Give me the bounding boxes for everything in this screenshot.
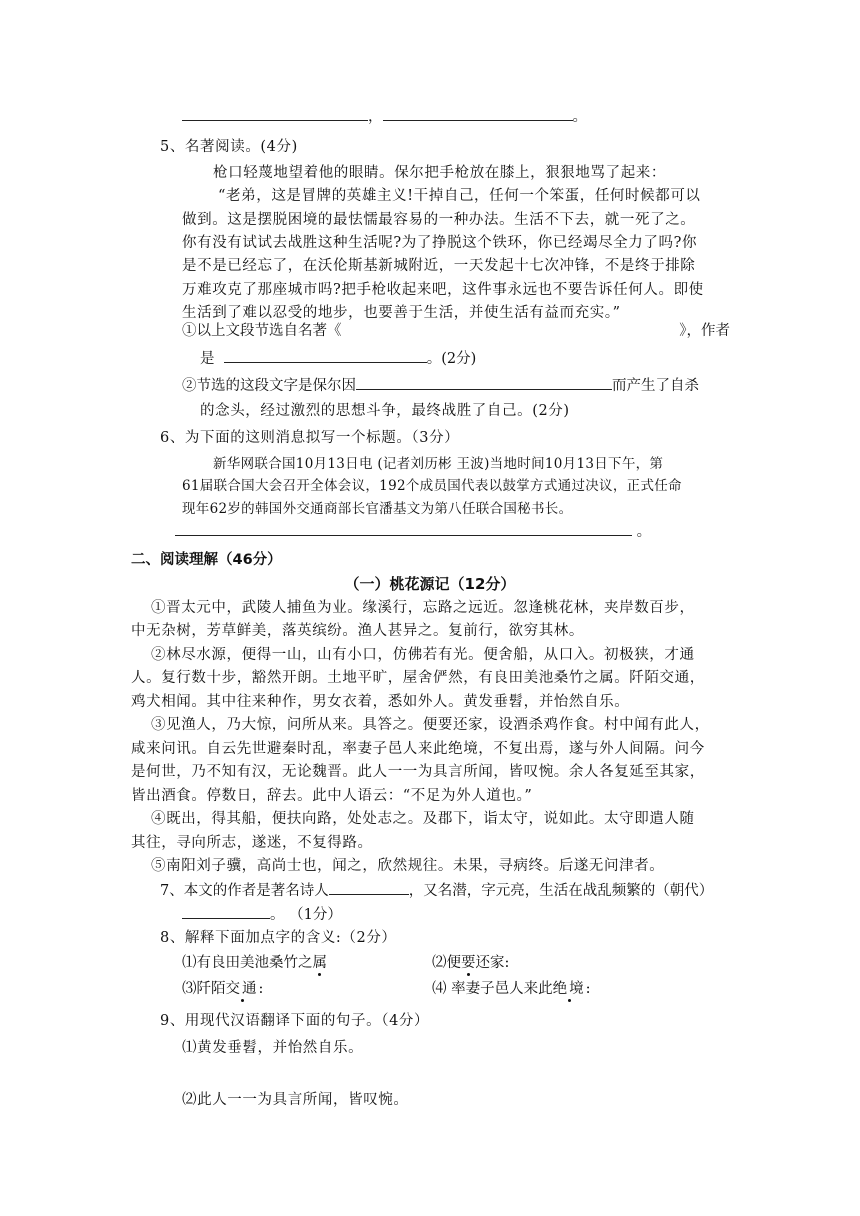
q8-item-1: ⑴有良田美池桑竹之属 <box>182 955 327 971</box>
passage-line: 人。复行数十步，豁然开朗。土地平旷，屋舍俨然，有良田美池桑竹之属。阡陌交通， <box>131 670 705 686</box>
q6-news-line: 新华网联合国10月13日电 (记者刘历彬 王波)当地时间10月13日下午，第 <box>213 456 664 472</box>
q6-heading: 6、为下面的这则消息拟写一个标题。（3分） <box>160 430 460 446</box>
q5-para2-line: “老弟，这是冒牌的英雄主义!干掉自己，任何一个笨蛋，任何时候都可以 <box>218 188 701 204</box>
q5-para2-line: 做到。这是摆脱困境的最怯懦最容易的一种办法。生活不下去，就一死了之。 <box>182 212 696 228</box>
q5-sub1-line2: 是 。(2分) <box>200 348 476 369</box>
passage-line: 鸡犬相闻。其中往来种作，男女衣着，悉如外人。黄发垂髫，并怡然自乐。 <box>131 694 630 710</box>
passage-line: ③见渔人，乃大惊，问所从来。具答之。便要还家，设酒杀鸡作食。村中闻有此人， <box>151 717 710 733</box>
q9-sentence-1: ⑴黄发垂髫，并怡然自乐。 <box>182 1040 364 1056</box>
q7-line1: 7、本文的作者是著名诗人 ，又名潜，字元亮，生活在战乱频繁的（朝代） <box>160 880 730 901</box>
passage-line: 咸来问讯。自云先世避秦时乱，率妻子邑人来此绝境，不复出焉，遂与外人间隔。问今 <box>131 741 705 757</box>
q8-item-4: ⑷ 率妻子邑人来此绝境: <box>432 981 591 997</box>
passage-line: 其往，寻向所志，遂迷，不复得路。 <box>131 835 373 851</box>
section2-heading: 二、阅读理解（46分） <box>131 552 282 568</box>
q8-heading: 8、解释下面加点字的含义:（2分） <box>160 930 397 946</box>
answer-blank[interactable] <box>182 106 368 121</box>
q5-sub2: ②节选的这段文字是保尔因 而产生了自杀 <box>182 375 699 396</box>
author-blank[interactable] <box>224 348 427 363</box>
q5-para1: 枪口轻蔑地望着他的眼睛。保尔把手枪放在膝上，狠狠地骂了起来： <box>213 165 666 181</box>
dotted-char: 绝境 <box>552 981 586 997</box>
q5-para2-line: 万难攻克了那座城市吗?把手枪收起来吧，这件事永远也不要告诉任何人。即使 <box>182 282 704 298</box>
dotted-char: 要 <box>461 955 476 971</box>
dotted-char: 属 <box>312 955 327 971</box>
passage-line: 是何世，乃不知有汉，无论魏晋。此人一一为具言所闻，皆叹惋。余人各复延至其家， <box>131 764 705 780</box>
passage-line: ⑤南阳刘子骥，高尚士也，闻之，欣然规往。未果，寻病终。后遂无问津者。 <box>151 858 665 874</box>
passage-line: ①晋太元中，武陵人捕鱼为业。缘溪行，忘路之远近。忽逢桃花林，夹岸数百步， <box>151 600 695 616</box>
passage-line: 皆出酒食。停数日，辞去。此中人语云：“不足为外人道也。” <box>131 788 533 804</box>
q5-sub1: ①以上文段节选自名著《 》，作者 <box>182 323 730 339</box>
passage-line: 中无杂树，芳草鲜美，落英缤纷。渔人甚异之。复前行，欲穷其林。 <box>131 623 584 639</box>
q5-heading: 5、名著阅读。(4分) <box>160 139 298 155</box>
q9-heading: 9、用现代汉语翻译下面的句子。（4分） <box>160 1013 430 1029</box>
q6-answer-line: 。 <box>175 521 651 542</box>
poet-blank[interactable] <box>329 880 409 895</box>
q6-news-line: 现年62岁的韩国外交通商部长官潘基文为第八任联合国秘书长。 <box>182 501 573 517</box>
q9-sentence-2: ⑵此人一一为具言所闻，皆叹惋。 <box>182 1092 409 1108</box>
headline-blank[interactable] <box>175 521 632 536</box>
passage-line: ④既出，得其船，便扶向路，处处志之。及郡下，诣太守，说如此。太守即遣人随 <box>151 811 695 827</box>
q5-para2-line: 你有没有试试去战胜这种生活呢?为了挣脱这个铁环，你已经竭尽全力了吗?你 <box>182 235 698 251</box>
q8-item-2: ⑵便要还家: <box>432 955 510 971</box>
answer-blank[interactable] <box>383 106 573 121</box>
dotted-char: 交通 <box>225 981 259 997</box>
reason-blank[interactable] <box>356 375 612 390</box>
dynasty-blank[interactable] <box>182 904 270 919</box>
q5-para2-line: 生活到了难以忍受的地步，也要善于生活，并使生活有益而充实。” <box>182 305 621 321</box>
passage-line: ②林尽水源，便得一山，山有小口，仿佛若有光。便舍船，从口入。初极狭，才通 <box>151 647 695 663</box>
q5-para2-line: 是不是已经忘了，在沃伦斯基新城附近，一天发起十七次冲锋，不是终于排除 <box>182 258 696 274</box>
q8-item-3: ⑶阡陌交通: <box>182 981 264 997</box>
q7-line2: 。 （1分） <box>182 904 342 925</box>
top-answer-line: ， 。 <box>182 106 587 127</box>
q6-news-line: 61届联合国大会召开全体会议，192个成员国代表以鼓掌方式通过决议，正式任命 <box>182 478 682 494</box>
passage-title: （一）桃花源记（12分） <box>344 575 516 593</box>
q5-sub2-line2: 的念头，经过激烈的思想斗争，最终战胜了自己。(2分) <box>200 403 570 419</box>
